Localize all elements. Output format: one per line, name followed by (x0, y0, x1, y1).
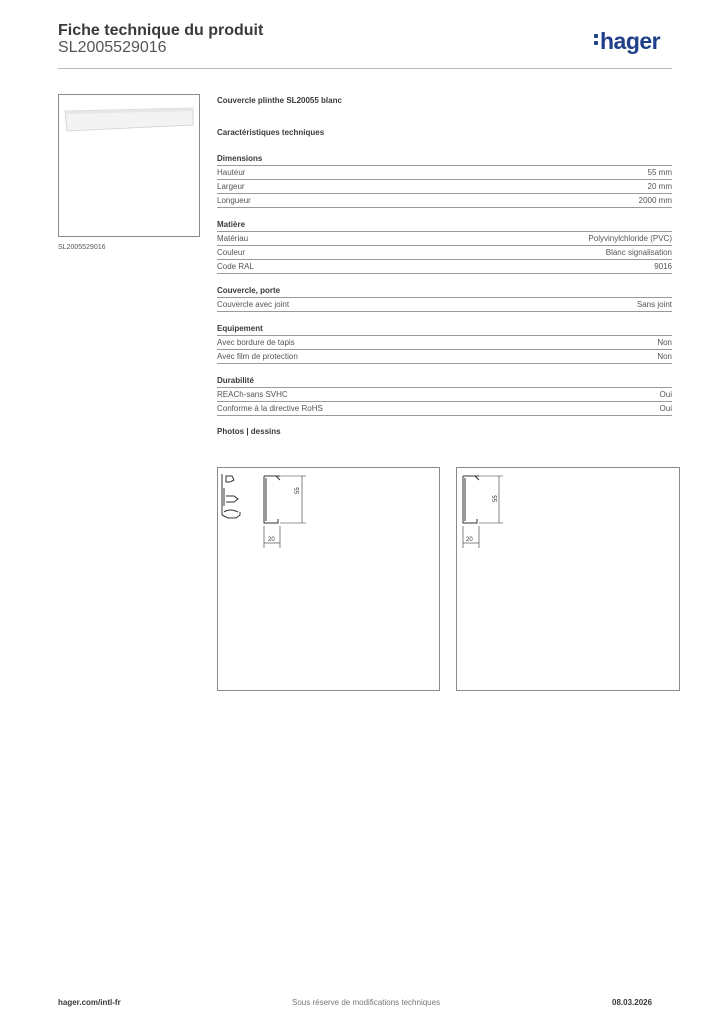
product-cover-icon (59, 95, 199, 236)
spec-row (217, 232, 672, 246)
width-label: 20 (466, 537, 473, 543)
spec-value: 20 mm (647, 182, 672, 191)
spec-label: Avec film de protection (217, 352, 298, 361)
spec-label: Avec bordure de tapis (217, 338, 295, 347)
technical-drawing-2 (456, 467, 680, 691)
section-title: Matière (217, 219, 672, 232)
spec-value: 2000 mm (638, 196, 672, 205)
header-divider (58, 68, 672, 69)
product-reference: SL2005529016 (58, 39, 167, 56)
section-material (217, 219, 672, 274)
spec-value: Polyvinylchloride (PVC) (588, 234, 672, 243)
spec-value: Non (657, 338, 672, 347)
characteristics-heading: Caractéristiques techniques (217, 128, 325, 137)
spec-value: Blanc signalisation (605, 248, 672, 257)
product-name: Couvercle plinthe SL20055 blanc (217, 96, 342, 105)
spec-value: 55 mm (647, 168, 672, 177)
spec-value: Non (657, 352, 672, 361)
spec-label: Conforme à la directive RoHS (217, 404, 323, 413)
section-title: Equipement (217, 323, 672, 336)
footer-note: Sous réserve de modifications techniques (292, 998, 441, 1007)
spec-value: 9016 (654, 262, 672, 271)
spec-value: Sans joint (636, 300, 672, 309)
spec-row (217, 180, 672, 194)
section-title: Durabilité (217, 375, 672, 388)
section-durability (217, 375, 672, 416)
spec-row (217, 388, 672, 402)
spec-row (217, 166, 672, 180)
spec-row (217, 260, 672, 274)
spec-label: Couleur (217, 248, 246, 257)
document-title: Fiche technique du produit (58, 22, 264, 39)
spec-row (217, 336, 672, 350)
profile-drawing-icon (218, 468, 439, 690)
spec-row (217, 402, 672, 416)
spec-label: Couvercle avec joint (217, 300, 290, 309)
section-title: Couvercle, porte (217, 285, 672, 298)
cover-drawing-icon (457, 468, 679, 690)
product-details (217, 96, 672, 438)
logo-text: hager (600, 28, 661, 54)
photos-heading: Photos | dessins (217, 427, 281, 436)
spec-label: Matériau (217, 234, 249, 243)
logo-dots-icon (594, 28, 598, 48)
spec-value: Oui (659, 404, 672, 413)
spec-value: Oui (659, 390, 672, 399)
spec-row (217, 246, 672, 260)
spec-row (217, 298, 672, 312)
spec-label: Longueur (217, 196, 251, 205)
section-equipment (217, 323, 672, 364)
footer-url: hager.com/intl-fr (58, 998, 121, 1007)
spec-label: Hauteur (217, 168, 246, 177)
section-title: Dimensions (217, 153, 672, 166)
hager-logo (594, 28, 660, 55)
spec-row (217, 194, 672, 208)
footer-date: 08.03.2026 (612, 998, 653, 1007)
width-label: 20 (268, 537, 275, 543)
product-image (58, 94, 200, 237)
spec-row (217, 350, 672, 364)
spec-label: REACh-sans SVHC (217, 390, 288, 399)
spec-label: Largeur (217, 182, 245, 191)
image-caption: SL2005529016 (58, 244, 106, 251)
technical-drawing-1 (217, 467, 440, 691)
section-cover (217, 285, 672, 312)
section-dimensions (217, 153, 672, 208)
height-label: 55 (493, 495, 499, 502)
spec-label: Code RAL (217, 262, 254, 271)
height-label: 55 (295, 487, 301, 494)
